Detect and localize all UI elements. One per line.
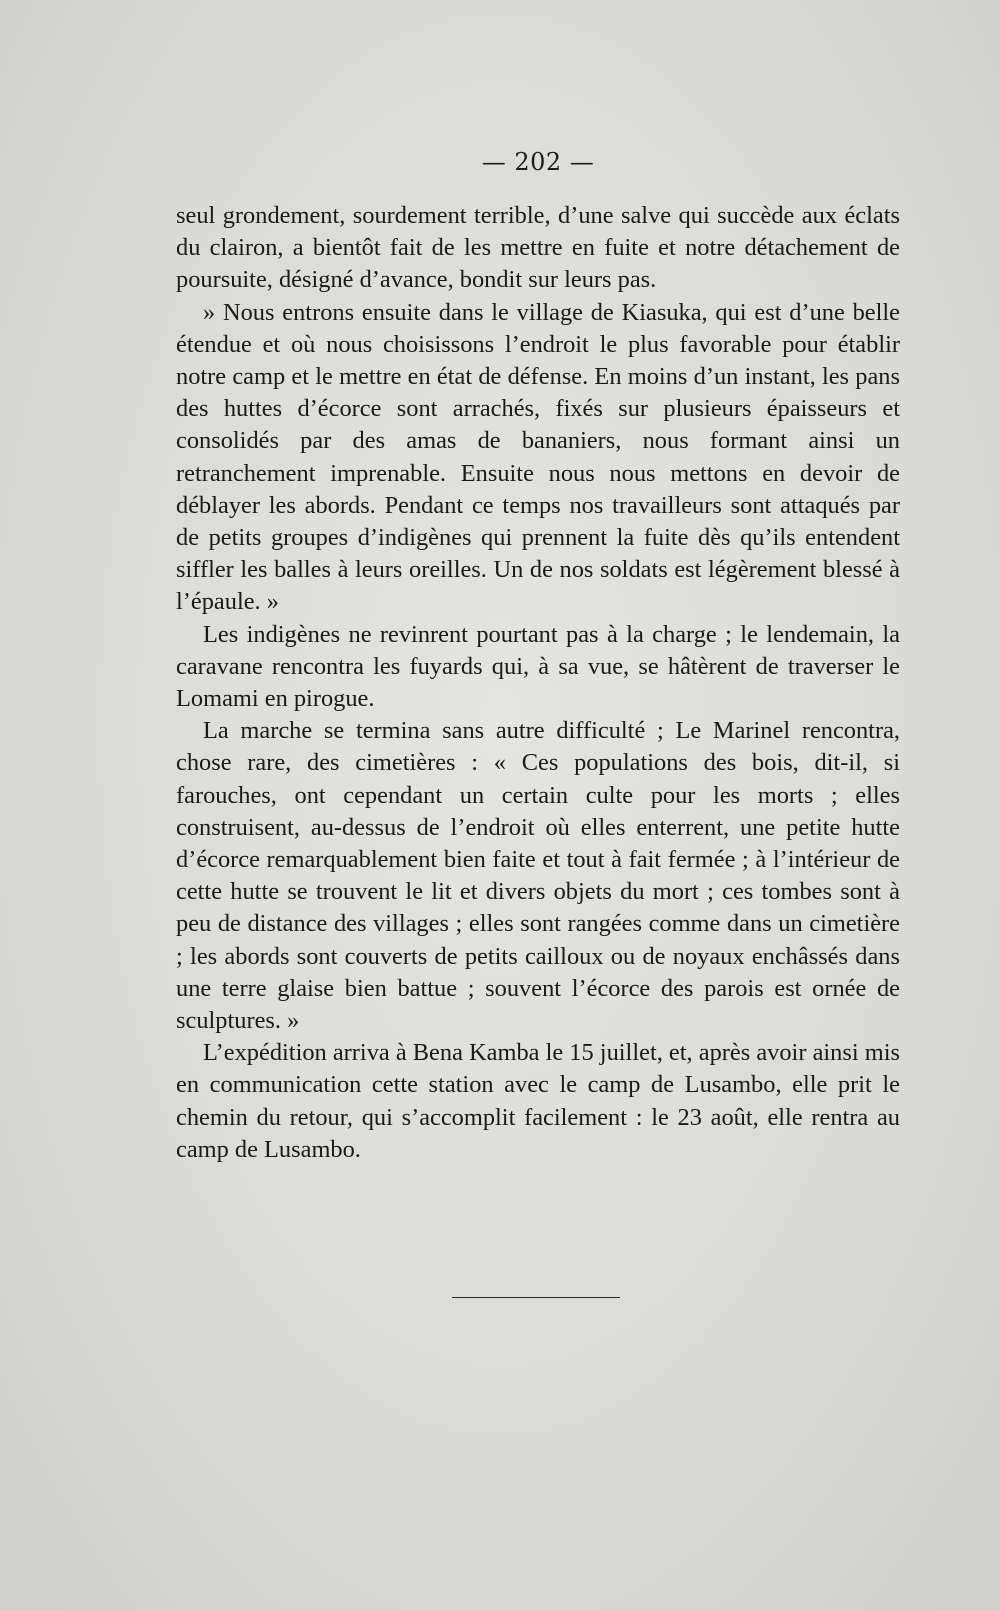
- page-number: — 202 —: [481, 148, 595, 176]
- paragraph: » Nous entrons ensuite dans le village de Kiasuka, qui est d’une belle étendue et où nous choisissons l’endroit le plus favorable pour établir notre camp et le mettre en état de défense. En moins d’un instant, les pans des huttes d’écorce sont arrachés, fixés sur plusieurs épaisseurs et consolidés par des amas de bananiers, nous formant ainsi un retranchement imprenable. Ensuite nous nous mettons en devoir de déblayer les abords. Pendant ce temps nos travailleurs sont attaqués par de petits groupes d’indigènes qui prennent la fuite dès qu’ils entendent siffler les balles à leurs oreilles. Un de nos soldats est légèrement blessé à l’épaule. »: [176, 298, 900, 616]
- paragraph: Les indigènes ne revinrent pourtant pas à la charge ; le lendemain, la caravane rencontra les fuyards qui, à sa vue, se hâtèrent de traverser le Lomami en pirogue.: [176, 620, 900, 713]
- section-end-rule: [452, 1297, 620, 1298]
- paragraph: seul grondement, sourdement terrible, d’une salve qui succède aux éclats du clairon, a bientôt fait de les mettre en fuite et notre détachement de poursuite, désigné d’avance, bondit sur leurs pas.: [176, 202, 900, 294]
- paragraph: La marche se termina sans autre difficulté ; Le Marinel rencontra, chose rare, des cimetières : « Ces populations des bois, dit-il, si farouches, ont cependant un certain culte pour les morts ; elles construisent, au-dessus de l’endroit où elles enterrent, une petite hutte d’écorce remarquablement bien faite et tout à fait fermée ; à l’intérieur de cette hutte se trouvent le lit et divers objets du mort ; ces tombes sont à peu de distance des villages ; elles sont rangées comme dans un cimetière ; les abords sont couverts de petits cailloux ou de noyaux enchâssés dans une terre glaise bien battue ; souvent l’écorce des parois est ornée de sculptures. »: [176, 717, 900, 1035]
- paragraph: L’expédition arriva à Bena Kamba le 15 juillet, et, après avoir ainsi mis en communication cette station avec le camp de Lusambo, elle prit le chemin du retour, qui s’accomplit facilement : le 23 août, elle rentra au camp de Lusambo.: [176, 1039, 900, 1163]
- body-text: [176, 200, 900, 1166]
